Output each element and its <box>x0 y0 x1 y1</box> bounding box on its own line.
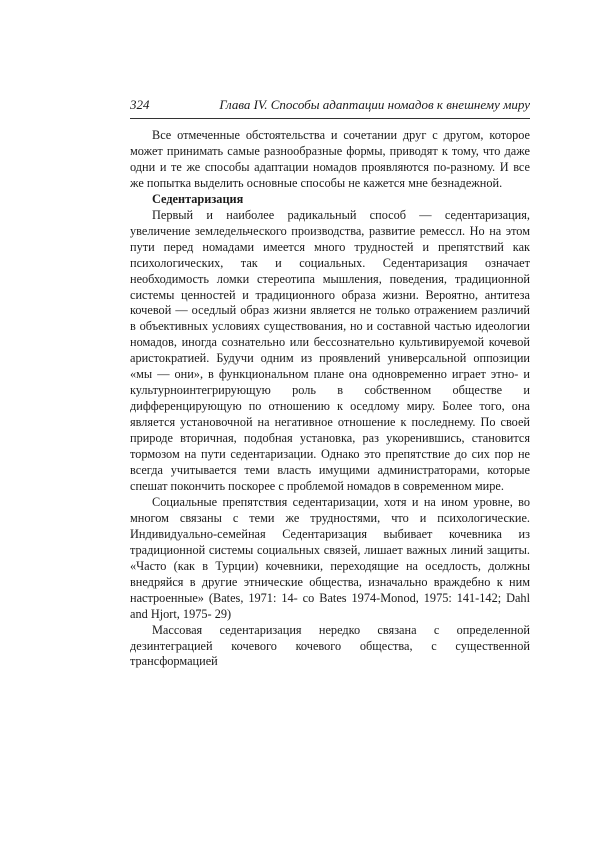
running-head <box>130 96 530 118</box>
paragraph: Все отмеченные обстоятельства и сочетании друг с другом, которое может принимать самые разнообразные формы, приводят к тому, что даже одни и те же способы адаптации номадов проявляются по-разному. И все же попытка выделить основные способы не кажется мне безнадежной. <box>130 128 530 190</box>
header-rule <box>130 118 530 119</box>
paragraph: Первый и наиболее радикальный способ — седентаризация, увеличение земледельческого производства, развитие ремессл. Но на этом пути перед номадами имеется много трудностей и препятствий как психологических, так и социальных. Седентаризация означает необходимость ломки стереотипа мышления, поведения, традиционной системы ценностей и традиционного образа жизни. Вероятно, антитеза кочевой — оседлый образ жизни является не только отражением различий в объективных условиях существования, но и составной частью идеологии номадов, иногда сознательно или бессознательно культивируемой кочевой аристократией. Будучи одним из проявлений универсальной оппозиции «мы — они», в функциональном плане она одновременно играет этно- и культурноинтегрирующую роль в собственном обществе и дифференцирующую по отношению к оседлому миру. Более того, она является установочной на негативное отношение к последнему. По своей природе вторичная, подобная установка, раз укоренившись, становится тормозом на пути седентаризации. Однако это препятствие до сих пор не всегда учитывается теми власть имущими администраторами, которые спешат покончить поскорее с проблемой номадов в современном мире. <box>130 207 530 493</box>
page-number: 324 <box>130 97 150 112</box>
paragraph: Социальные препятствия седентаризации, хотя и на ином уровне, во многом связаны с теми же трудностями, что и психологические. Индивидуально-семейная Седентаризация выбивает кочевника из традиционной системы социальных связей, лишает важных линий защиты. «Часто (как в Турции) кочевники, переходящие на оседлость, должны внедряйся в другие этнические общества, изначально враждебно к ним настроенные» (Bates, 1971: 14- co Bates 1974-Monod, 1975: 141-142; Dahl and Hjort, 1975- 29) <box>130 494 530 621</box>
chapter-title: Глава IV. Способы адаптации номадов к внешнему миру <box>219 97 530 112</box>
body-text <box>130 128 530 670</box>
paragraph: Массовая седентаризация нередко связана с определенной дезинтеграцией кочевого кочевого общества, с существенной трансформацией <box>130 622 530 669</box>
section-heading: Седентаризация <box>152 191 244 206</box>
